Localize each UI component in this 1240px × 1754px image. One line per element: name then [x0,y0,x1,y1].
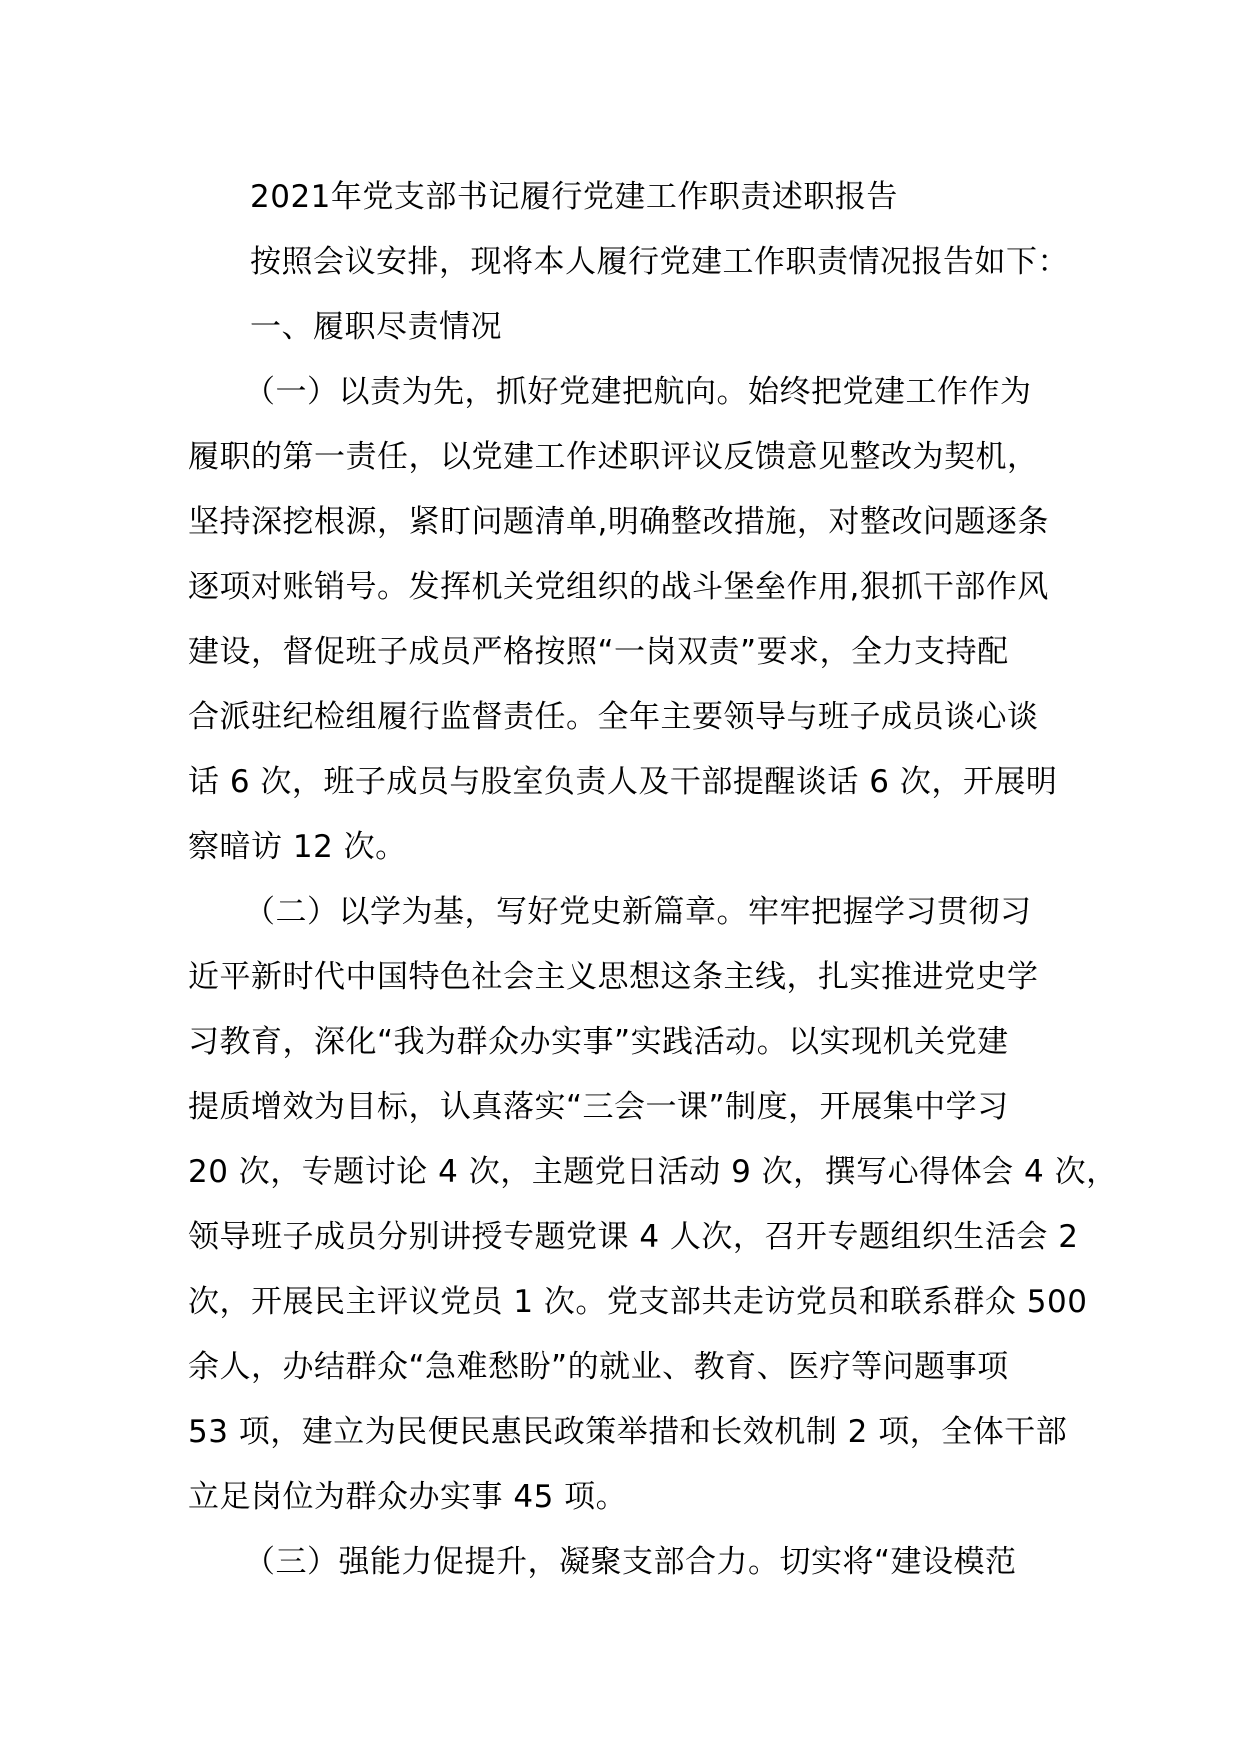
subsection-1-line-8: 察暗访 12 次。 [188,829,407,865]
subsection-2-line-9: 53 项，建立为民便民惠民政策举措和长效机制 2 项，全体干部 [188,1414,1068,1450]
section-heading-1: 一、履职尽责情况 [250,309,502,345]
subsection-1-line-1: （一）以责为先，抓好党建把航向。始终把党建工作作为 [244,374,1032,410]
subsection-2-line-6: 领导班子成员分别讲授专题党课 4 人次，召开专题组织生活会 2 [188,1219,1079,1255]
subsection-2-line-10: 立足岗位为群众办实事 45 项。 [188,1479,628,1515]
subsection-2-line-7: 次，开展民主评议党员 1 次。党支部共走访党员和联系群众 500 [188,1284,1088,1320]
subsection-3-line-1: （三）强能力促提升，凝聚支部合力。切实将“建设模范 [244,1544,1017,1580]
subsection-2-line-5: 20 次，专题讨论 4 次，主题党日活动 9 次，撰写心得体会 4 次， [188,1154,1118,1190]
subsection-2-line-3: 习教育，深化“我为群众办实事”实践活动。以实现机关党建 [188,1024,1009,1060]
subsection-1-line-2: 履职的第一责任，以党建工作述职评议反馈意见整改为契机， [188,439,1039,475]
document-body [188,165,1118,1595]
subsection-2-line-8: 余人，办结群众“急难愁盼”的就业、教育、医疗等问题事项 [188,1349,1009,1385]
subsection-2-line-4: 提质增效为目标，认真落实“三会一课”制度，开展集中学习 [188,1089,1009,1125]
intro-paragraph: 按照会议安排，现将本人履行党建工作职责情况报告如下： [250,244,1069,280]
document-title: 2021年党支部书记履行党建工作职责述职报告 [250,179,898,215]
subsection-1-line-4: 逐项对账销号。发挥机关党组织的战斗堡垒作用,狠抓干部作风 [188,569,1049,605]
subsection-1-line-7: 话 6 次，班子成员与股室负责人及干部提醒谈话 6 次，开展明 [188,764,1058,800]
subsection-1-line-5: 建设，督促班子成员严格按照“一岗双责”要求，全力支持配 [188,634,1009,670]
subsection-2-line-2: 近平新时代中国特色社会主义思想这条主线，扎实推进党史学 [188,959,1039,995]
subsection-2-line-1: （二）以学为基，写好党史新篇章。牢牢把握学习贯彻习 [244,894,1032,930]
subsection-1-line-3: 坚持深挖根源，紧盯问题清单,明确整改措施，对整改问题逐条 [188,504,1049,540]
subsection-1-line-6: 合派驻纪检组履行监督责任。全年主要领导与班子成员谈心谈 [188,699,1039,735]
